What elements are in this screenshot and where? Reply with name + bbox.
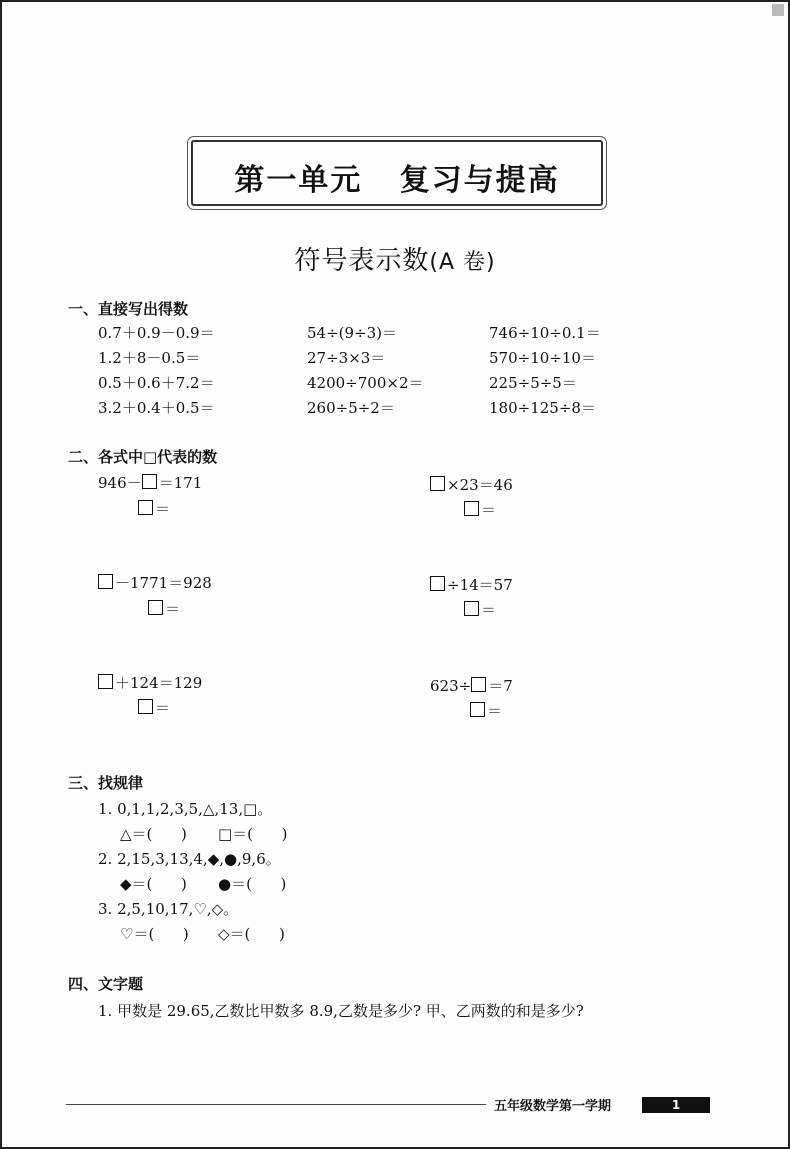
calc-item: 1.2＋8－0.5＝ (98, 349, 201, 367)
equation: ×23＝46 (430, 474, 513, 495)
calc-item: 570÷10÷10＝ (489, 349, 596, 367)
calc-item: 3.2＋0.4＋0.5＝ (98, 399, 215, 417)
answer-line: ＝ (138, 697, 170, 718)
corner-mark (772, 4, 784, 16)
answer-line: ＝ (148, 598, 180, 619)
answer-line: ＝ (138, 498, 170, 519)
pattern-answer: ◆＝( ) (120, 875, 187, 893)
page-number: 1 (642, 1097, 710, 1113)
blank-box (138, 500, 153, 515)
footer-rule (66, 1104, 486, 1105)
blank-box (464, 601, 479, 616)
paper-label: (A 卷) (429, 250, 496, 275)
calc-item: 27÷3×3＝ (307, 349, 386, 367)
calc-item: 54÷(9÷3)＝ (307, 324, 398, 342)
blank-box (464, 501, 479, 516)
section2-heading: 二、各式中□代表的数 (68, 448, 218, 466)
blank-box (142, 474, 157, 489)
calc-item: 0.5＋0.6＋7.2＝ (98, 374, 215, 392)
calc-item: 746÷10÷0.1＝ (489, 324, 601, 342)
blank-box (148, 600, 163, 615)
calc-item: 4200÷700×2＝ (307, 374, 424, 392)
blank-box (98, 674, 113, 689)
equation: 623÷ ＝7 (430, 677, 513, 695)
calc-item: 180÷125÷8＝ (489, 399, 596, 417)
answer-line: ＝ (470, 700, 502, 721)
section4-heading: 四、文字题 (68, 975, 144, 993)
pattern-question: 3. 2,5,10,17,♡,◇。 (98, 900, 239, 918)
equation: ＋124＝129 (98, 672, 202, 693)
unit-title: 第一单元 复习与提高 (234, 163, 560, 198)
pattern-question: 1. 0,1,1,2,3,5,△,13,□。 (98, 800, 273, 818)
answer-line: ＝ (464, 499, 496, 520)
pattern-answer: △＝( ) (120, 825, 187, 843)
equation: －1771＝928 (98, 572, 212, 593)
book-title: 五年级数学第一学期 (494, 1099, 612, 1114)
pattern-answer: ●＝( ) (218, 875, 287, 893)
pattern-answer: □＝( ) (218, 825, 288, 843)
calc-item: 225÷5÷5＝ (489, 374, 577, 392)
blank-box (138, 699, 153, 714)
lesson-title (2, 240, 788, 277)
pattern-question: 2. 2,15,3,13,4,◆,●,9,6。 (98, 850, 281, 868)
pattern-answer: ♡＝( ) (120, 925, 189, 943)
word-problem: 1. 甲数是 29.65,乙数比甲数多 8.9,乙数是多少? 甲、乙两数的和是多少? (98, 1002, 584, 1020)
blank-box (98, 574, 113, 589)
blank-box (470, 702, 485, 717)
section3-heading: 三、找规律 (68, 774, 144, 792)
calc-item: 0.7＋0.9－0.9＝ (98, 324, 215, 342)
equation: ÷14＝57 (430, 574, 513, 595)
answer-line: ＝ (464, 599, 496, 620)
lesson-title-main: 符号表示数 (294, 246, 430, 276)
blank-box (430, 576, 445, 591)
section1-heading: 一、直接写出得数 (68, 300, 189, 318)
pattern-answer: ◇＝( ) (218, 925, 285, 943)
calc-item: 260÷5÷2＝ (307, 399, 395, 417)
unit-banner (191, 140, 603, 206)
equation: 946－ ＝171 (98, 474, 203, 492)
blank-box (471, 677, 486, 692)
blank-box (430, 476, 445, 491)
